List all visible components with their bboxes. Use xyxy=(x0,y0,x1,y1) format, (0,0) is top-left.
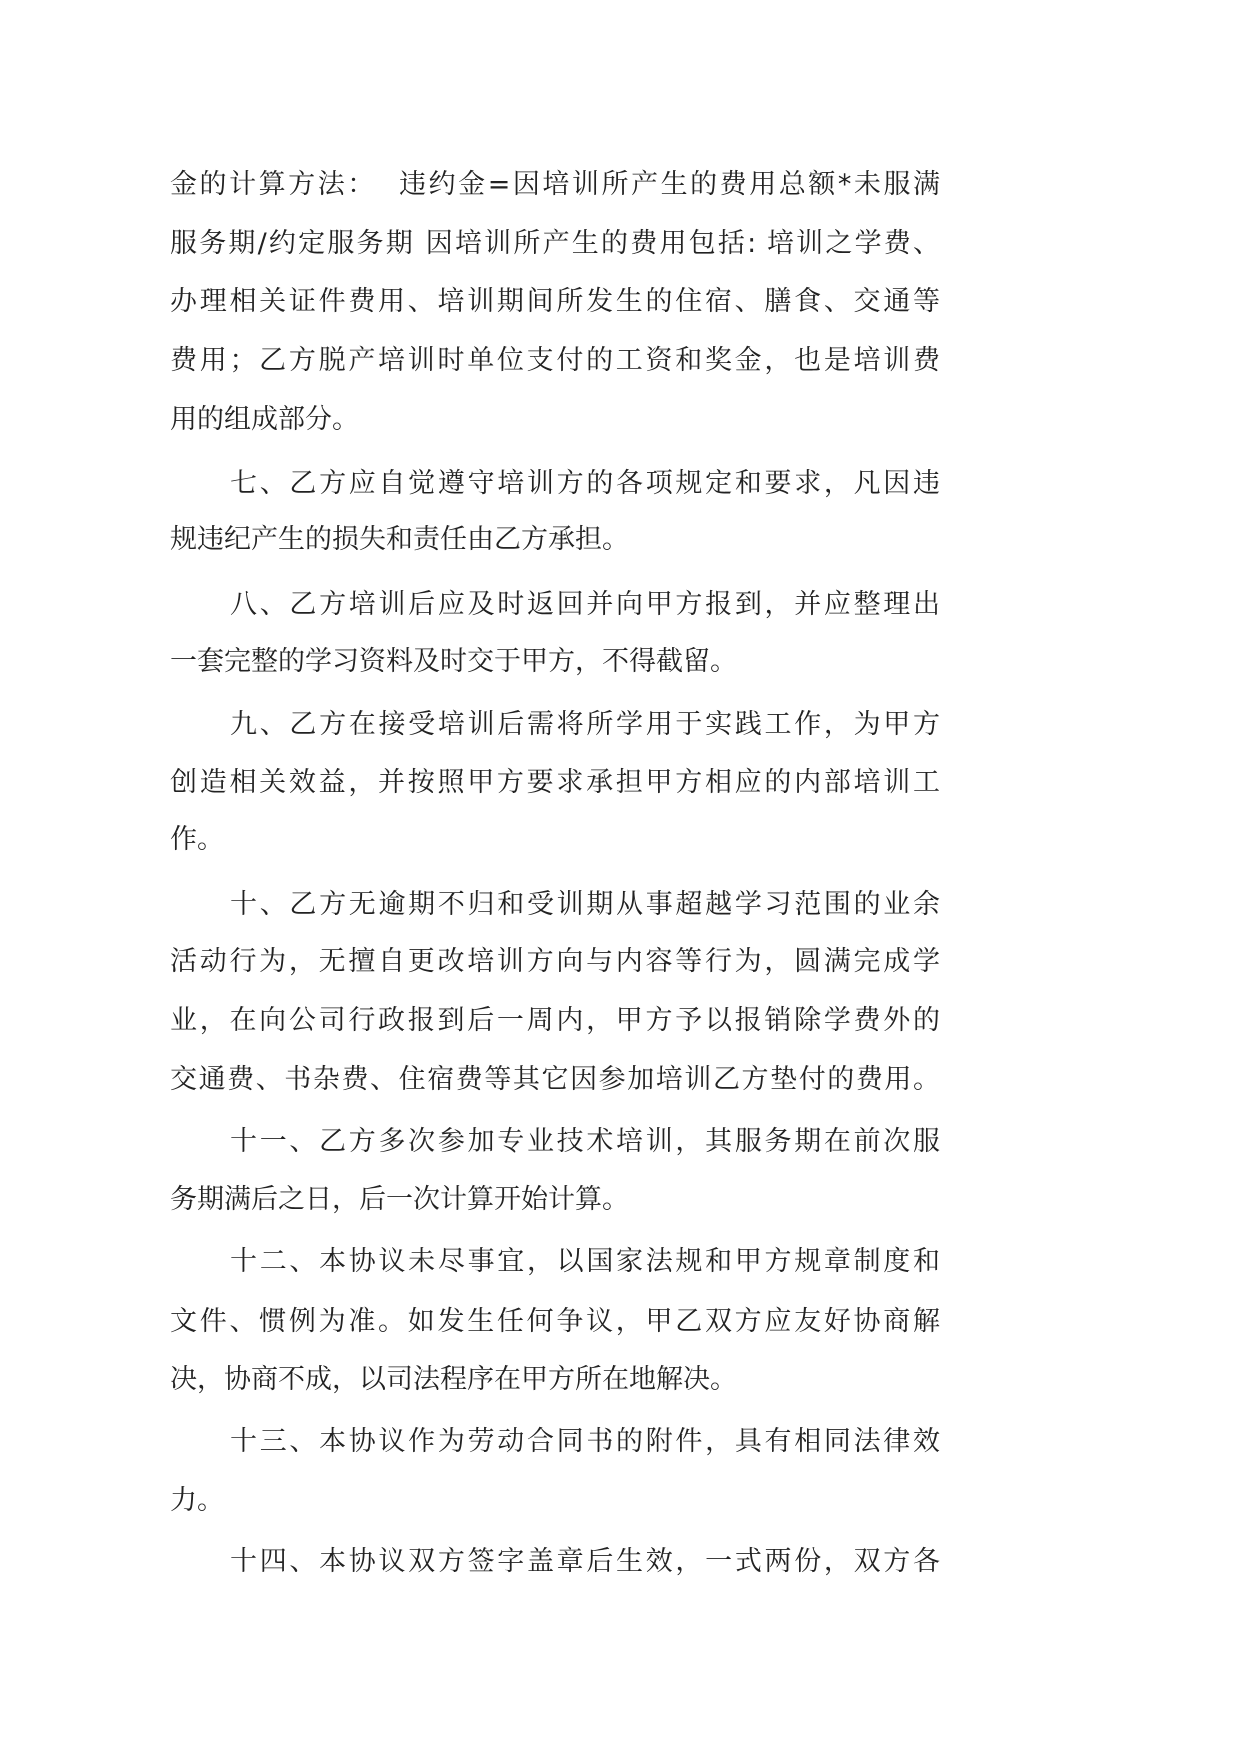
text-line: 费用；乙方脱产培训时单位支付的工资和奖金，也是培训费 xyxy=(170,345,940,376)
text-line: 决，协商不成，以司法程序在甲方所在地解决。 xyxy=(170,1364,737,1395)
text-line: 金的计算方法： 违约金=因培训所产生的费用总额*未服满 xyxy=(170,169,940,200)
text-line: 活动行为，无擅自更改培训方向与内容等行为，圆满完成学 xyxy=(170,946,940,977)
text-line: 交通费、书杂费、住宿费等其它因参加培训乙方垫付的费用。 xyxy=(170,1064,940,1095)
text-line: 业，在向公司行政报到后一周内，甲方予以报销除学费外的 xyxy=(170,1005,940,1036)
text-line: 作。 xyxy=(170,824,224,855)
text-line: 十四、本协议双方签字盖章后生效，一式两份，双方各 xyxy=(230,1546,940,1577)
text-line: 创造相关效益，并按照甲方要求承担甲方相应的内部培训工 xyxy=(170,767,940,798)
text-line: 务期满后之日，后一次计算开始计算。 xyxy=(170,1184,629,1215)
text-line: 七、乙方应自觉遵守培训方的各项规定和要求，凡因违 xyxy=(230,468,940,499)
text-line: 用的组成部分。 xyxy=(170,404,359,435)
text-line: 十二、本协议未尽事宜，以国家法规和甲方规章制度和 xyxy=(230,1246,940,1277)
text-line: 十、乙方无逾期不归和受训期从事超越学习范围的业余 xyxy=(230,889,940,920)
text-line: 办理相关证件费用、培训期间所发生的住宿、膳食、交通等 xyxy=(170,286,940,317)
text-line: 九、乙方在接受培训后需将所学用于实践工作，为甲方 xyxy=(230,709,940,740)
text-line: 八、乙方培训后应及时返回并向甲方报到，并应整理出 xyxy=(230,589,940,620)
text-line: 服务期/约定服务期 因培训所产生的费用包括: 培训之学费、 xyxy=(170,228,940,259)
text-line: 力。 xyxy=(170,1485,224,1516)
text-line: 规违纪产生的损失和责任由乙方承担。 xyxy=(170,524,629,555)
text-line: 十一、乙方多次参加专业技术培训，其服务期在前次服 xyxy=(230,1126,940,1157)
text-line: 一套完整的学习资料及时交于甲方，不得截留。 xyxy=(170,646,737,677)
text-line: 十三、本协议作为劳动合同书的附件，具有相同法律效 xyxy=(230,1426,940,1457)
text-line: 文件、惯例为准。如发生任何争议，甲乙双方应友好协商解 xyxy=(170,1306,940,1337)
